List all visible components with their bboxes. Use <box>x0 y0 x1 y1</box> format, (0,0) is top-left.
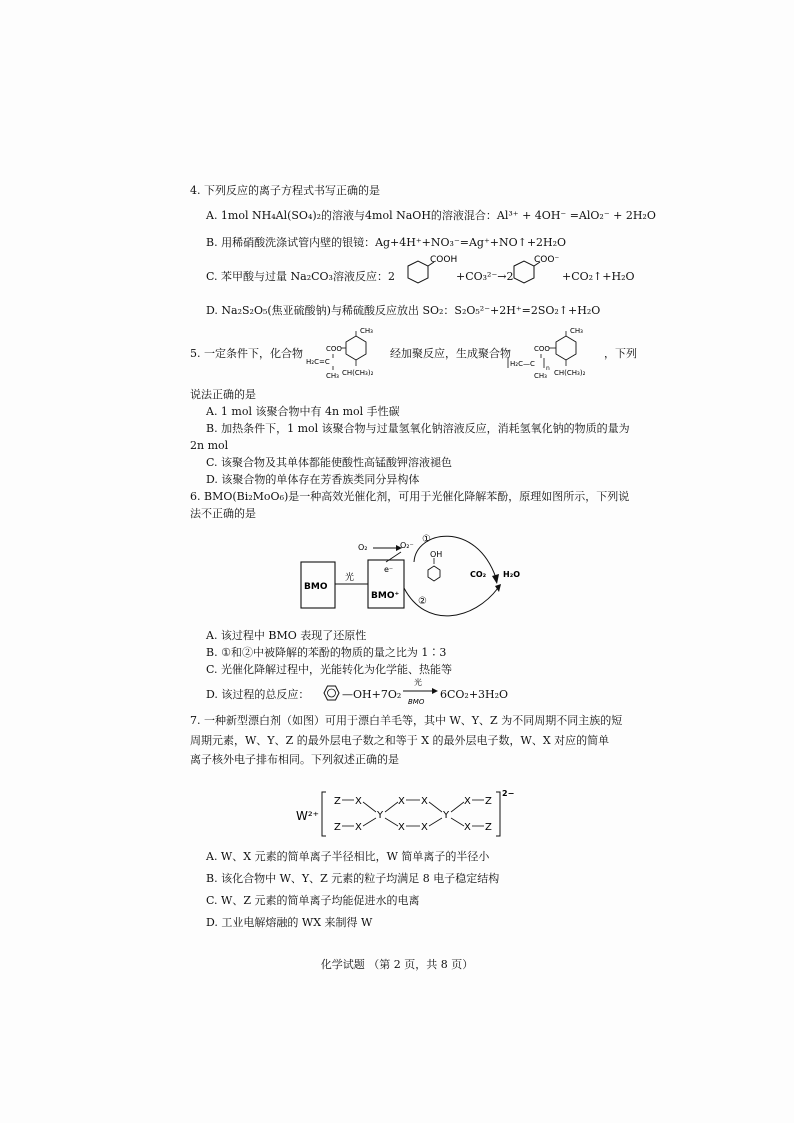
q7-option-d: D. 工业电解熔融的 WX 来制得 W <box>206 916 373 929</box>
svg-text:O₂⁻: O₂⁻ <box>400 541 414 550</box>
svg-text:Z: Z <box>485 796 492 807</box>
svg-text:H₂C—C: H₂C—C <box>510 360 535 368</box>
svg-text:CH₃: CH₃ <box>570 327 583 335</box>
svg-text:CH₃: CH₃ <box>360 327 373 335</box>
svg-text:H₂O: H₂O <box>503 570 520 579</box>
q5-option-b: B. 加热条件下，1 mol 该聚合物与过量氢氧化钠溶液反应，消耗氢氧化钠的物质的量为 <box>206 422 630 435</box>
q4-option-a: A. 1mol NH₄Al(SO₄)₂的溶液与4mol NaOH的溶液混合：Al³⁺ + 4OH⁻ =AlO₂⁻ + 2H₂O <box>206 209 656 222</box>
benzoate-structure <box>504 256 560 290</box>
svg-text:BMO: BMO <box>304 582 328 592</box>
svg-text:X: X <box>398 796 405 807</box>
cooh-label: COOH <box>430 255 458 265</box>
svg-text:Y: Y <box>443 810 450 821</box>
reaction-arrow <box>400 676 440 708</box>
svg-text:X: X <box>464 796 471 807</box>
q4-option-c-mid: +CO₃²⁻→2 <box>456 270 514 283</box>
q5-option-c: C. 该聚合物及其单体都能使酸性高锰酸钾溶液褪色 <box>206 456 453 469</box>
svg-text:Y: Y <box>377 810 384 821</box>
svg-text:BMO⁺: BMO⁺ <box>371 591 400 601</box>
svg-text:X: X <box>421 796 428 807</box>
q6-stem-line2: 法不正确的是 <box>190 507 256 520</box>
q6-option-b: B. ①和②中被降解的苯酚的物质的量之比为 1∶3 <box>206 646 447 659</box>
svg-text:Z: Z <box>485 822 492 833</box>
svg-text:Z: Z <box>334 822 341 833</box>
svg-text:n: n <box>546 365 550 372</box>
q4-option-d: D. Na₂S₂O₅(焦亚硫酸钠)与稀硫酸反应放出 SO₂：S₂O₅²⁻+2H⁺=2SO₂↑+H₂O <box>206 304 601 317</box>
svg-text:X: X <box>464 822 471 833</box>
benzoic-acid-structure <box>394 255 458 290</box>
svg-text:X: X <box>355 822 362 833</box>
coo-label: COO⁻ <box>534 255 560 265</box>
svg-text:X: X <box>355 796 362 807</box>
q5-option-b-cont: 2n mol <box>190 439 229 452</box>
bleach-structure <box>292 786 522 842</box>
q5-stem-a: 5. 一定条件下，化合物 <box>190 347 303 360</box>
q4-option-c-pre: C. 苯甲酸与过量 Na₂CO₃溶液反应：2 <box>206 270 395 283</box>
q6-stem-line1: 6. BMO(Bi₂MoO₆)是一种高效光催化剂，可用于光催化降解苯酚，原理如图所示，下列说 <box>190 490 630 503</box>
svg-text:X: X <box>421 822 428 833</box>
q5-option-d: D. 该聚合物的单体存在芳香族类同分异构体 <box>206 473 420 486</box>
svg-text:2−: 2− <box>502 789 515 798</box>
q7-stem-line1: 7. 一种新型漂白剂（如图）可用于漂白羊毛等，其中 W、Y、Z 为不同周期不同主族的短 <box>190 714 623 727</box>
q7-stem-line2: 周期元素，W、Y、Z 的最外层电子数之和等于 X 的最外层电子数，W、X 对应的简单 <box>190 734 610 747</box>
polymer-structure <box>506 324 602 380</box>
svg-text:CO₂: CO₂ <box>470 570 487 579</box>
q4-stem: 4. 下列反应的离子方程式书写正确的是 <box>190 184 380 197</box>
monomer-structure <box>306 324 390 380</box>
svg-text:COO: COO <box>534 345 550 353</box>
q7-option-a: A. W、X 元素的简单离子半径相比，W 简单离子的半径小 <box>206 850 490 863</box>
q6-option-d-pre: D. 该过程的总反应： <box>206 688 310 701</box>
q6-option-d-post: 6CO₂+3H₂O <box>440 688 509 701</box>
phenol-ring <box>318 680 344 706</box>
photocatalysis-diagram <box>298 526 538 622</box>
q5-stem-c: ，下列 <box>604 347 637 360</box>
q6-option-a: A. 该过程中 BMO 表现了还原性 <box>206 629 367 642</box>
q6-option-c: C. 光催化降解过程中，光能转化为化学能、热能等 <box>206 663 453 676</box>
svg-text:COO: COO <box>326 345 342 353</box>
svg-text:e⁻: e⁻ <box>384 565 394 574</box>
q5-option-a: A. 1 mol 该聚合物中有 4n mol 手性碳 <box>206 405 400 418</box>
svg-text:H₂C=C: H₂C=C <box>306 358 330 366</box>
q7-option-c: C. W、Z 元素的简单离子均能促进水的电离 <box>206 894 420 907</box>
svg-text:②: ② <box>418 596 427 607</box>
svg-text:光: 光 <box>345 573 355 583</box>
q4-option-b: B. 用稀硝酸洗涤试管内壁的银镜：Ag+4H⁺+NO₃⁻=Ag⁺+NO↑+2H₂O <box>206 236 567 249</box>
svg-text:X: X <box>398 822 405 833</box>
page-footer: 化学试题 （第 2 页，共 8 页） <box>320 958 474 971</box>
q7-option-b: B. 该化合物中 W、Y、Z 元素的粒子均满足 8 电子稳定结构 <box>206 872 500 885</box>
svg-text:O₂: O₂ <box>358 543 368 552</box>
svg-text:光: 光 <box>414 678 422 687</box>
svg-text:Z: Z <box>334 796 341 807</box>
svg-text:CH₃: CH₃ <box>534 372 547 380</box>
svg-text:W²⁺: W²⁺ <box>296 809 320 823</box>
q6-option-d-mid: —OH+7O₂ <box>342 688 402 701</box>
q5-stem-line2: 说法正确的是 <box>190 388 256 401</box>
svg-text:BMO: BMO <box>408 698 425 706</box>
svg-text:CH(CH₃)₂: CH(CH₃)₂ <box>342 369 374 377</box>
svg-text:OH: OH <box>430 550 443 559</box>
svg-text:CH(CH₃)₂: CH(CH₃)₂ <box>554 369 586 377</box>
svg-text:①: ① <box>422 534 431 545</box>
q4-option-c-post: +CO₂↑+H₂O <box>562 270 635 283</box>
q7-stem-line3: 离子核外电子排布相同。下列叙述正确的是 <box>190 753 399 766</box>
q5-stem-b: 经加聚反应，生成聚合物 <box>390 347 511 360</box>
svg-text:CH₃: CH₃ <box>326 372 339 380</box>
